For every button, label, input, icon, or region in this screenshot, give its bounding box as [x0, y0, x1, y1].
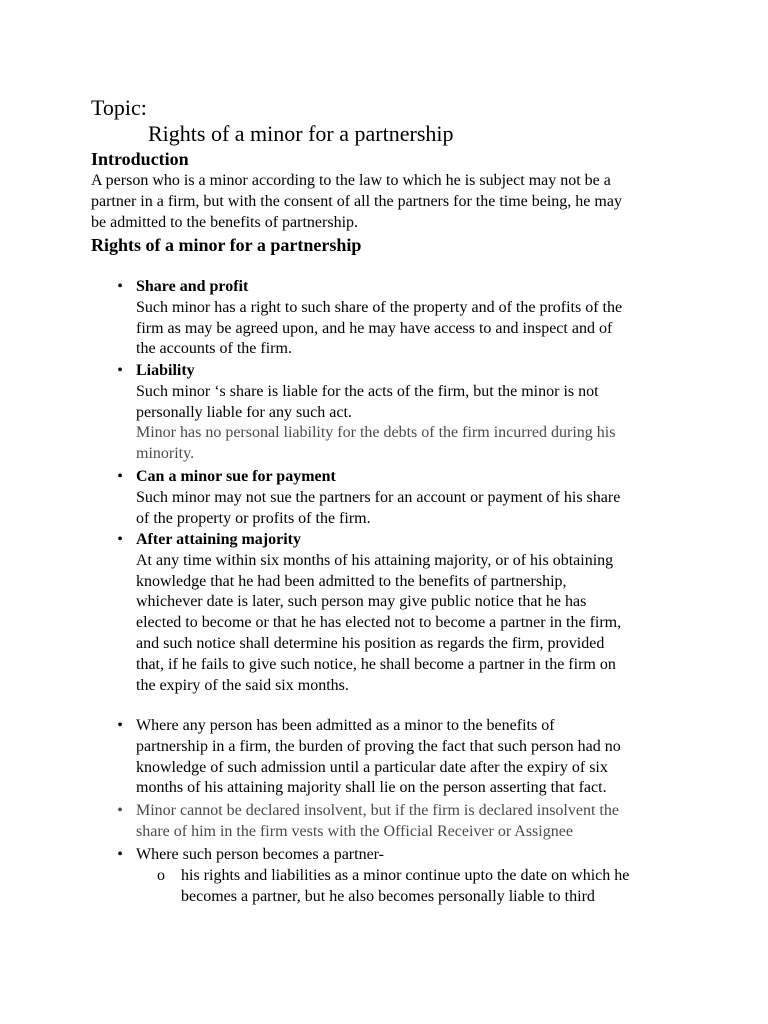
item-line: Minor has no personal liability for the debts of the firm incurred during his	[136, 424, 616, 442]
list-item-becomes-partner	[117, 845, 696, 866]
sub-list-item-rights-continue	[157, 866, 701, 908]
bullet-icon: •	[117, 362, 123, 379]
list-item-insolvency	[117, 801, 696, 843]
sub-bullet-icon: o	[157, 867, 165, 884]
item-line: At any time within six months of his attaining majority, or of his obtaining	[136, 551, 614, 569]
item-line: and such notice shall determine his position as regards the firm, provided	[136, 634, 605, 652]
item-line: becomes a partner, but he also becomes personally liable to third	[181, 887, 595, 905]
item-line: knowledge that he had been admitted to the benefits of partnership,	[136, 572, 567, 590]
paragraph-line: be admitted to the benefits of partnership.	[91, 213, 359, 231]
list-item-share-and-profit	[117, 277, 696, 360]
paragraph-line: partner in a firm, but with the consent of all the partners for the time being, he may	[91, 192, 622, 210]
item-line: of the property or profits of the firm.	[136, 509, 371, 527]
item-line: the accounts of the firm.	[136, 340, 292, 358]
item-label: Can a minor sue for payment	[136, 468, 336, 485]
item-line: firm as may be agreed upon, and he may have access to and inspect and of	[136, 319, 613, 337]
rights-heading: Rights of a minor for a partnership	[91, 235, 362, 255]
item-line: personally liable for any such act.	[136, 403, 352, 421]
item-line: minority.	[136, 445, 195, 463]
list-item-after-attaining-majority	[117, 530, 696, 696]
item-line: his rights and liabilities as a minor continue upto the date on which he	[181, 867, 630, 884]
item-line: Where such person becomes a partner-	[136, 846, 385, 863]
paragraph-line: A person who is a minor according to the law to which he is subject may not be a	[91, 172, 611, 189]
item-line: whichever date is later, such person may give public notice that he has	[136, 593, 587, 611]
item-label: Liability	[136, 362, 195, 379]
item-line: Where any person has been admitted as a minor to the benefits of	[136, 717, 555, 734]
bullet-icon: •	[117, 278, 123, 295]
item-line: Minor cannot be declared insolvent, but if the firm is declared insolvent the	[136, 802, 619, 819]
item-line: Such minor ‘s share is liable for the acts of the firm, but the minor is not	[136, 382, 599, 400]
item-line: knowledge of such admission until a particular date after the expiry of six	[136, 758, 608, 776]
item-line: partnership in a firm, the burden of proving the fact that such person had no	[136, 737, 621, 755]
introduction-paragraph	[91, 171, 681, 233]
item-label: After attaining majority	[136, 531, 301, 548]
list-item-burden-of-proof	[117, 716, 696, 799]
item-line: share of him in the firm vests with the Official Receiver or Assignee	[136, 822, 573, 840]
list-item-liability	[117, 361, 696, 465]
topic-label: Topic:	[91, 95, 147, 120]
bullet-icon: •	[117, 531, 123, 548]
item-line: the expiry of the said six months.	[136, 676, 349, 694]
item-line: Such minor may not sue the partners for an account or payment of his share	[136, 488, 621, 506]
bullet-icon: •	[117, 717, 123, 734]
item-label: Share and profit	[136, 278, 249, 295]
page-title: Rights of a minor for a partnership	[148, 121, 454, 146]
introduction-heading: Introduction	[91, 149, 189, 169]
item-line: months of his attaining majority shall lie on the person asserting that fact.	[136, 779, 607, 797]
bullet-icon: •	[117, 846, 123, 863]
item-line: Such minor has a right to such share of the property and of the profits of the	[136, 298, 623, 316]
item-line: elected to become or that he has elected not to become a partner in the firm,	[136, 614, 622, 632]
bullet-icon: •	[117, 468, 123, 485]
item-line: that, if he fails to give such notice, he shall become a partner in the firm on	[136, 655, 616, 673]
list-item-sue-for-payment	[117, 467, 696, 529]
bullet-icon: •	[117, 802, 123, 819]
